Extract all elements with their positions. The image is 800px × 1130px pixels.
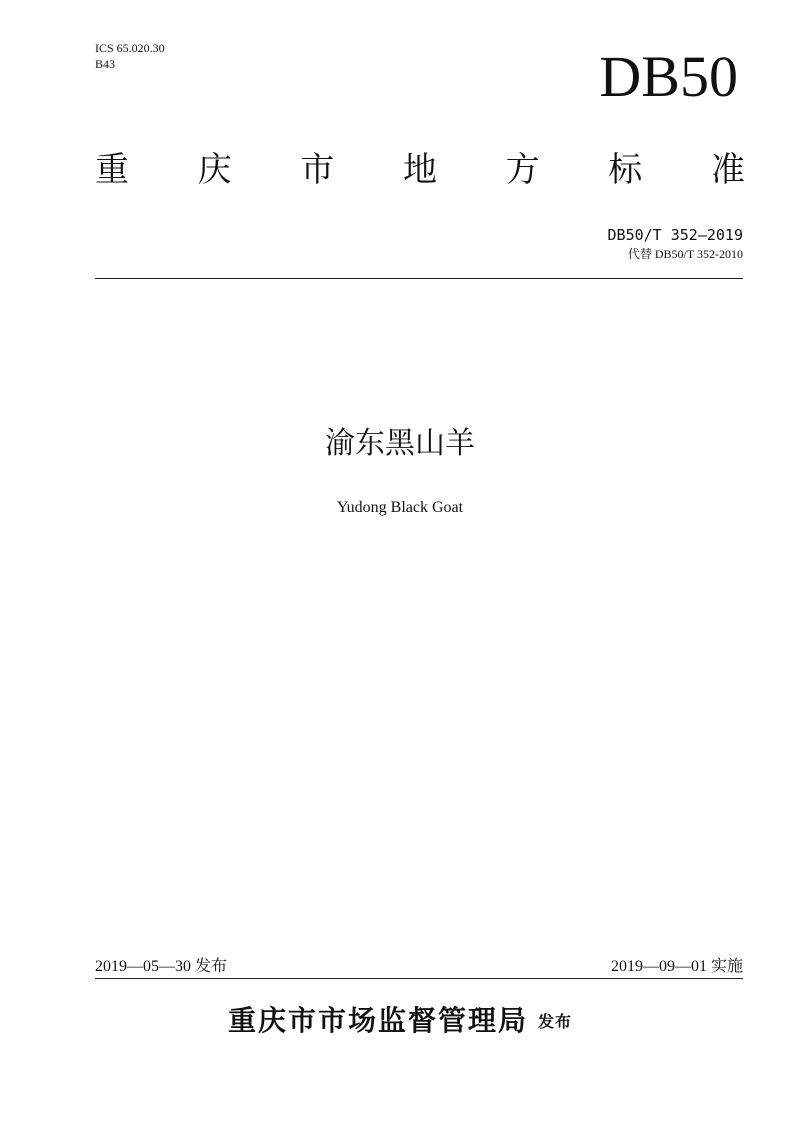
standard-type-char: 标 <box>608 150 643 190</box>
top-divider <box>95 278 743 279</box>
db-code: DB50 <box>599 44 738 109</box>
header-codes <box>95 40 165 72</box>
issuer-line <box>0 1003 800 1040</box>
standard-type-char: 重 <box>95 150 129 190</box>
bottom-divider <box>95 978 743 979</box>
standard-number: DB50/T 352—2019 <box>607 226 743 244</box>
standard-type-char: 准 <box>710 150 745 190</box>
standard-type-char: 方 <box>505 150 540 190</box>
standard-type-char: 市 <box>300 150 335 190</box>
standard-type-heading <box>95 148 745 192</box>
ics-code: ICS 65.020.30 <box>95 41 165 55</box>
document-title: 渝东黑山羊 <box>325 426 475 461</box>
document-title-english: Yudong Black Goat <box>336 499 464 516</box>
category-code: B43 <box>95 57 116 71</box>
standard-type-char: 庆 <box>197 150 232 190</box>
issuer-name: 重庆市市场监督管理局 <box>227 1004 528 1037</box>
publish-date: 2019—05—30 发布 <box>95 958 228 975</box>
replaces-note: 代替 DB50/T 352-2010 <box>627 247 743 261</box>
standard-type-char: 地 <box>402 150 437 190</box>
implement-date: 2019—09—01 实施 <box>610 958 743 975</box>
issue-word: 发布 <box>538 1012 573 1031</box>
